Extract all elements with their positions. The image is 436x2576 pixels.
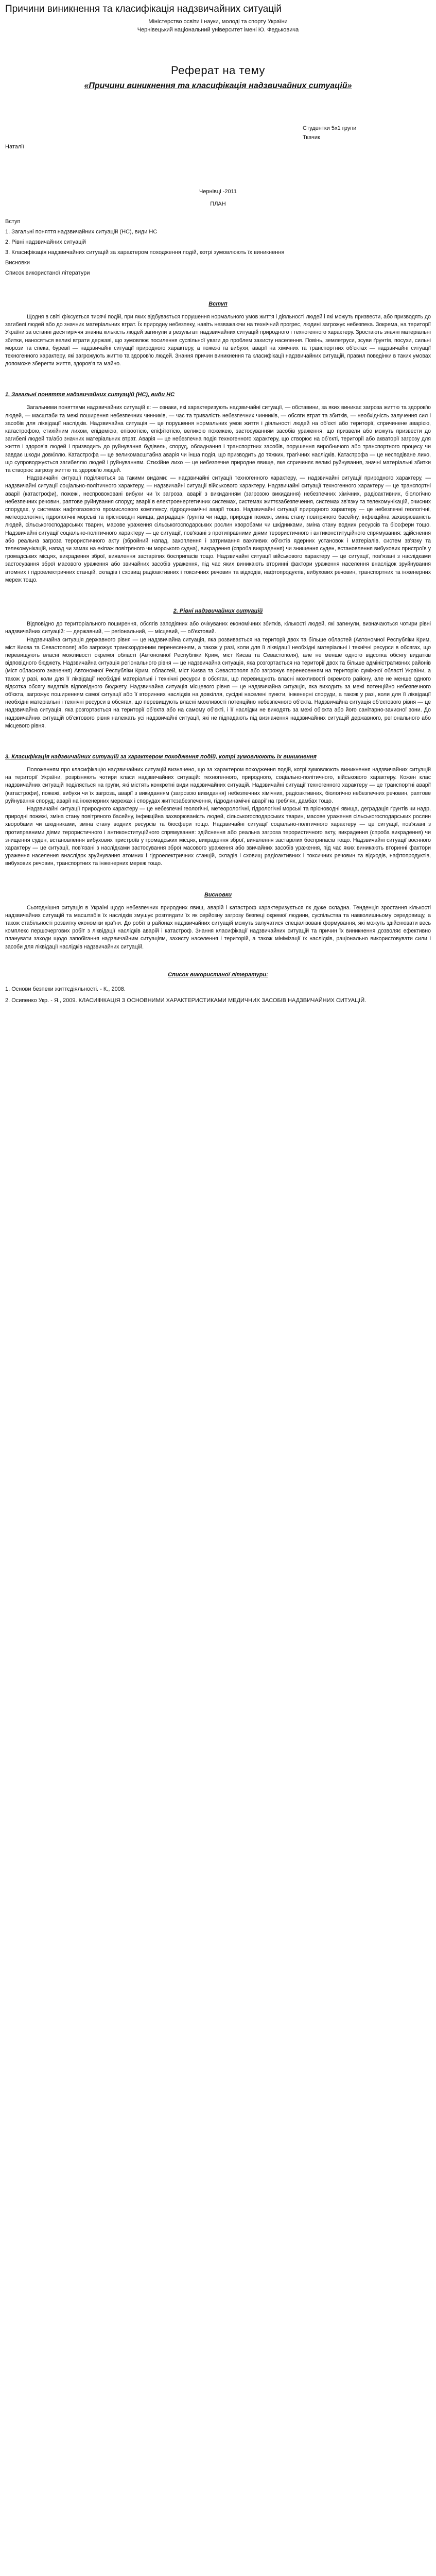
section-1-paragraph: Надзвичайні ситуації поділяються за такими видами: — надзвичайні ситуації техногенного характеру, — надзвичайні ситуації природного характеру, — надзвичайні ситуації соціально-політичного характеру, — надзвичайні ситуації військового характеру. Надзвичайні ситуації техногенного характеру — це транспортні аварії (катастрофи), пожежі, неспровоковані вибухи чи їх загроза, аварії з викиданням (загрозою викидання) небезпечних хімічних, радіоактивних, біологічно небезпечних речовин, раптове руйнування споруд; аварії в електроенергетичних системах, системах життєзабезпечення, системах зв'язку та телекомунікацій, очисних спорудах, у системах нафтогазового промислового комплексу, гідродинамічні аварії тощо. Надзвичайні ситуації природного характеру — це небезпечні геологічні, метеорологічні, гідрологічні морські та прісноводні явища, деградація ґрунтів чи надр, природні пожежі, зміна стану повітряного басейну, інфекційна захворюваність людей, сільськогосподарських тварин, масове ураження сільськогосподарських рослин хворобами чи шкідниками, зміна стану водних ресурсів та біосфери тощо. Надзвичайні ситуації соціально-політичного характеру — це ситуації, пов'язані з протиправними діями терористичного і антиконституційного спрямування: здійснення або реальна загроза терористичного акту (збройний напад, захоплення і затримання важливих об'єктів ядерних установок і матеріалів, систем зв'язку та телекомунікацій, напад чи замах на екіпаж повітряного чи морського судна), викрадення (спроба викрадення) чи знищення суден, встановлення вибухових пристроїв у громадських місцях, викрадення зброї, виявлення застарілих боєприпасів тощо. Надзвичайні ситуації військового характеру — це ситуації, пов'язані з наслідками застосування зброї масового ураження або звичайних засобів ураження, під час яких виникають вторинні фактори ураження населення внаслідок зруйнування атомних і гідроелектричних станцій, складів і сховищ радіоактивних і токсичних речовин та відходів, нафтопродуктів, вибухових речовин, транспортних та інженерних мереж тощо. [5,475,431,583]
sources-title: Список використаної літератури: [168,971,268,978]
section-1-title: 1. Загальні поняття надзвичайних ситуацій (НС), види НС [5,392,175,398]
plan-item: 2. Рівні надзвичайних ситуацій [5,239,86,245]
referat-heading: Реферат на тему [171,64,265,77]
section-1-paragraph: Загальними поняттями надзвичайних ситуацій є: — ознаки, які характеризують надзвичайні ситуації, — обставини, за яких виникає загроза життю та здоров'ю людей, — масштаби та межі поширення небезпечних чинників, — час та тривалість небезпечних чинників, — обсяги втрат та збитків, — необхідність залучення сил і засобів для ліквідації наслідків. Надзвичайна ситуація — це порушення нормальних умов життя і діяльності людей на об'єкті або території, спричинене аварією, катастрофою, стихійним лихом, епідемією, епізоотією, епіфітотією, великою пожежею, застосуванням засобів ураження, що призвели або можуть призвести до загибелі людей та/або значних матеріальних втрат. Аварія — це небезпечна подія техногенного характеру, що створює на об'єкті, території або акваторії загрозу для життя і здоров'я людей і призводить до руйнування будівель, споруд, обладнання і транспортних засобів, порушення виробничого або транспортного процесу чи завдає шкоди довкіллю. Катастрофа — це великомасштабна аварія чи інша подія, що призводить до тяжких, трагічних наслідків. Катастрофа — це несподіване лихо, що супроводжується загибеллю людей і руйнуванням. Стихійне лихо — це небезпечне природне явище, яке спричиняє великі руйнування, значні матеріальні збитки та створює загрозу життю та здоров'ю людей. [5,404,431,474]
conclusions-paragraph: Сьогоднішня ситуація в Україні щодо небезпечних природних явищ, аварій і катастроф характеризується як дуже складна. Тенденція зростання кількості надзвичайних ситуацій та масштабів їх наслідків змушує розглядати їх як серйозну загрозу безпеці окремої людини, суспільства та навколишньому середовищу, а також стабільності розвитку економіки країни. До робіт в районах надзвичайних ситуацій можуть залучатися спеціалізовані формування, які можуть здійснювати весь комплекс першочергових робіт з ліквідації наслідків аварій і катастроф. Знання класифікації надзвичайних ситуацій та причин їх виникнення дозволяє ефективно планувати заходи щодо запобігання надзвичайним ситуаціям, захисту населення і територій, а також мінімізації їх наслідків, раціонально використовувати сили і засоби для ліквідації наслідків надзвичайних ситуацій. [5,904,431,950]
student-line-1: Студентки 5х1 групи [303,125,357,131]
section-2-title: 2. Рівні надзвичайних ситуацій [173,608,263,615]
plan-item: 3. Класифікація надзвичайних ситуацій за характером походження подій, котрі зумовлюють їх виникнення [5,249,285,256]
section-2-paragraph: Надзвичайна ситуація державного рівня — це надзвичайна ситуація, яка розвивається на території двох та більше областей (Автономної Республіки Крим, міст Києва та Севастополя) або загрожує транскордонним перенесенням, а також у разі, коли для її ліквідації необхідні матеріальні і технічні ресурси в обсягах, що перевищують власні можливості окремої області (Автономної Республіки Крим, міст Києва та Севастополя), але не менше одного відсотка обсягу видатків відповідного бюджету. Надзвичайна ситуація регіонального рівня — це надзвичайна ситуація, яка розгортається на території двох та більше адміністративних районів (міст обласного значення) Автономної Республіки Крим, областей, міст Києва та Севастополя або загрожує перенесенням на територію суміжної області України, а також у разі, коли для її ліквідації необхідні матеріальні і технічні ресурси в обсягах, що перевищують власні можливості окремого району, але не менше одного відсотка обсягу видатків відповідного бюджету. Надзвичайна ситуація місцевого рівня — це надзвичайна ситуація, яка виходить за межі потенційно небезпечного об'єкта, загрожує поширенням самої ситуації або її вторинних наслідків на довкілля, сусідні населені пункти, інженерні споруди, а також у разі, коли для її ліквідації необхідні матеріальні і технічні ресурси в обсягах, що перевищують власні можливості потенційно небезпечного об'єкта. Надзвичайна ситуація об'єктового рівня — це надзвичайна ситуація, яка розгортається на території об'єкта або на самому об'єкті, і її наслідки не виходять за межі об'єкта або його санітарно-захисної зони. До надзвичайних ситуацій об'єктового рівня належать усі надзвичайні ситуації, які не підпадають під визначення надзвичайних ситуацій державного, регіонального або місцевого рівня. [5,636,431,729]
plan-list [5,217,431,277]
section-3-paragraph: Положенням про класифікацію надзвичайних ситуацій визначено, що за характером походження подій, котрі зумовлюють виникнення надзвичайних ситуацій на території України, розрізняють чотири класи надзвичайних ситуацій: техногенного, природного, соціально-політичного, військового характеру. Кожен клас надзвичайних ситуацій поділяється на групи, які містять конкретні види надзвичайних ситуацій. Надзвичайні ситуації техногенного характеру — це транспортні аварії (катастрофи), пожежі, вибухи чи їх загроза, аварії з викиданням (загрозою викидання) небезпечних хімічних, радіоактивних, біологічно небезпечних речовин, раптове руйнування споруд; аварії на інженерних мережах і спорудах життєзабезпечення, гідродинамічні аварії на греблях, дамбах тощо. [5,766,431,804]
source-item: 1. Основи безпеки життєдіяльності. - К., 2008. [5,986,126,992]
plan-label: ПЛАН [210,201,226,207]
section-3-paragraph: Надзвичайні ситуації природного характеру — це небезпечні геологічні, метеорологічні, гідрологічні морські та прісноводні явища, деградація ґрунтів чи надр, природні пожежі, зміна стану повітряного басейну, інфекційна захворюваність людей, сільськогосподарських тварин, масове ураження сільськогосподарських рослин хворобами чи шкідниками, зміна стану водних ресурсів та біосфери тощо. Надзвичайні ситуації соціально-політичного характеру — це ситуації, пов'язані з протиправними діями терористичного і антиконституційного спрямування: здійснення або реальна загроза терористичного акту, викрадення (спроба викрадення) чи знищення суден, встановлення вибухових пристроїв у громадських місцях, викрадення зброї, виявлення застарілих боєприпасів тощо. Надзвичайні ситуації воєнного характеру — це ситуації, пов'язані з наслідками застосування зброї масового ураження або звичайних засобів ураження, під час яких виникають вторинні фактори ураження населення внаслідок зруйнування атомних і гідроелектричних станцій, складів і сховищ радіоактивних і токсичних речовин та відходів, нафтопродуктів, вибухових речовин, транспортних та інженерних мереж тощо. [5,805,431,867]
section-2-paragraph: Відповідно до територіального поширення, обсягів заподіяних або очікуваних економічних збитків, кількості людей, які загинули, визначаються чотири рівні надзвичайних ситуацій: — державний, — регіональний, — місцевий, — об'єктовий. [5,621,431,635]
sources-list [5,985,431,1005]
plan-item: Вступ [5,218,21,225]
university-line: Чернівецький національний університет імені Ю. Федьковича [137,27,299,33]
referat-topic: «Причини виникнення та класифікація надзвичайних ситуацій» [84,81,352,90]
section-3 [5,754,431,868]
document-title: Причини виникнення та класифікація надзвичайних ситуацій [5,4,282,14]
student-name: Наталії [5,144,24,150]
section-2 [5,608,431,730]
plan-item: Список використаної літератури [5,270,90,276]
student-line-2: Ткачик [303,134,320,141]
intro-title: Вступ [208,301,228,307]
source-item: 2. Осипенко Укр. - Я., 2009. КЛАСИФІКАЦІЯ З ОСНОВНИМИ ХАРАКТЕРИСТИКАМИ МЕДИЧНИХ ЗАСОБІВ НАДЗВИЧАЙНИХ СИТУАЦІЙ. [5,997,367,1004]
section-1 [5,392,431,584]
city-year: Чернівці -2011 [199,189,237,195]
document-page [0,0,436,1018]
section-3-title: 3. Класифікація надзвичайних ситуацій за характером походження подій, котрі зумовлюють їх виникнення [5,753,317,760]
conclusions-section [5,892,431,951]
conclusions-title: Висновки [204,891,232,898]
ministry-line: Міністерство освіти і науки, молоді та спорту України [148,19,288,25]
plan-item: Висновки [5,260,30,266]
plan-item: 1. Загальні поняття надзвичайних ситуацій (НС), види НС [5,229,158,235]
intro-section [5,301,431,368]
intro-paragraph: Щодня в світі фіксується тисячі подій, при яких відбувається порушення нормального умов життя і діяльності людей і які можуть призвести, або призводять до загибелі людей або до значних матеріальних втрат. Їх природну небезпеку, навіть незважаючи на технічний прогрес, людині загрожує небезпека. Зокрема, на території України за останні десятиріччя значна кількість людей загинули в результаті надзвичайних ситуацій природного і техногенного характеру. Зростають значні матеріальні збитки, наносяться великі втрати державі, що зумовлює посилення суспільної уваги до проблем захисту населення. Повінь, землетруси, зсуви ґрунтів, посухи, сильні морози та спека, буревії — надзвичайні ситуації природного характеру, а пожежі та вибухи, аварії на хімічних та транспортних об'єктах — надзвичайні ситуації техногенного характеру, які загрожують життю та здоров'ю людей. Знання причин виникнення та класифікації надзвичайних ситуацій, правил поведінки в таких умовах допоможе зберегти життя, здоров'я та майно. [5,314,431,367]
